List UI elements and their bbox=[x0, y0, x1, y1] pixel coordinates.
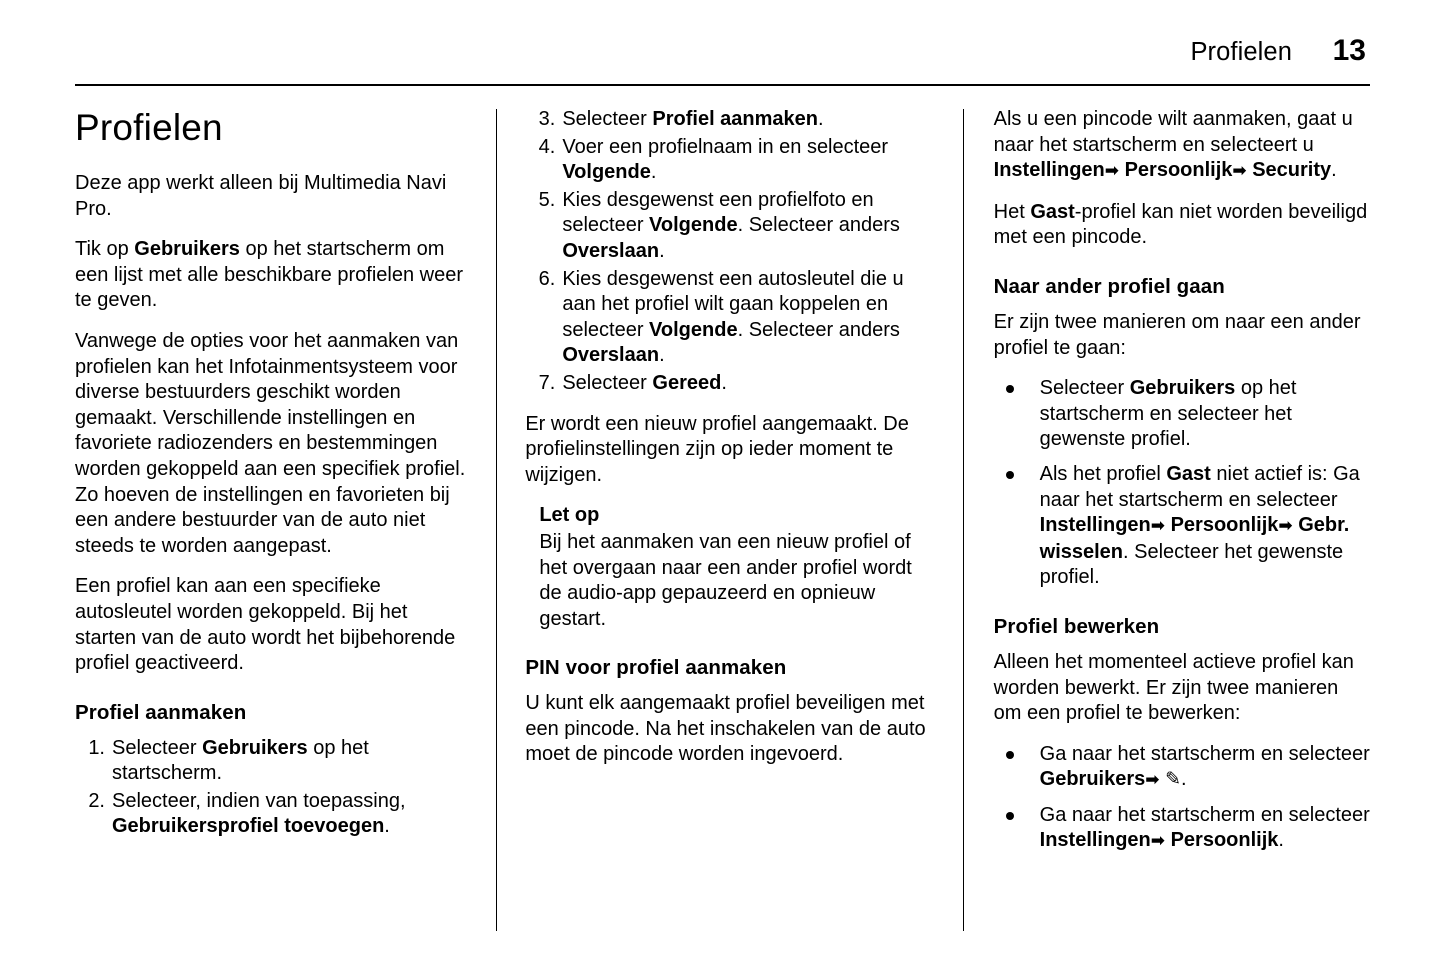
emphasis-gast: Gast bbox=[1166, 462, 1211, 485]
text-fragment: Voer een profielnaam in en selecteer bbox=[562, 135, 889, 158]
text-fragment: Selecteer bbox=[562, 108, 653, 130]
arrow-right-icon: ➡ bbox=[1232, 161, 1247, 182]
text-fragment: . bbox=[1180, 768, 1187, 791]
text-fragment: . Selecteer het gewenste profiel. bbox=[1039, 540, 1344, 589]
heading-naar-ander-profiel-gaan: Naar ander profiel gaan bbox=[993, 274, 1225, 298]
paragraph-text: Een profiel kan aan een specifieke autosleutel worden gekoppeld. Bij het starten van de auto wordt het bijbehorende profiel geactiveerd. bbox=[75, 575, 456, 675]
emphasis-gereed: Gereed bbox=[652, 371, 722, 394]
text-fragment: Selecteer bbox=[112, 736, 203, 759]
list-item-number: 4. bbox=[538, 135, 556, 158]
list-item-number: 3. bbox=[538, 108, 556, 130]
list-item bbox=[525, 371, 934, 397]
header-chapter-title: Profielen bbox=[1190, 38, 1292, 66]
bullet-icon bbox=[1006, 751, 1014, 759]
paragraph-app-requirement bbox=[75, 171, 468, 222]
arrow-right-icon: ➡ bbox=[1150, 516, 1166, 537]
list-profiel-aanmaken-steps-1 bbox=[75, 736, 468, 840]
paragraph-tik-op-gebruikers bbox=[75, 237, 468, 314]
text-fragment: Kies desgewenst een profielfoto en selecteer bbox=[562, 188, 874, 237]
text-fragment: -profiel kan niet worden beveiligd met een pincode. bbox=[993, 200, 1368, 249]
arrow-right-icon: ➡ bbox=[1150, 831, 1166, 852]
text-fragment: Kies desgewenst een autosleutel die u aan het profiel wilt gaan koppelen en selecteer bbox=[562, 267, 904, 341]
text-fragment: . bbox=[818, 108, 824, 130]
paragraph-opties-profielen bbox=[75, 329, 468, 559]
emphasis-instellingen: Instellingen bbox=[993, 159, 1105, 182]
text-fragment: niet actief is: Ga naar het startscherm en selecteer bbox=[1039, 462, 1360, 511]
emphasis-volgende: Volgende bbox=[649, 214, 738, 237]
bullet-icon bbox=[1006, 471, 1014, 479]
emphasis-instellingen: Instellingen bbox=[1039, 514, 1151, 537]
text-fragment: . bbox=[650, 161, 657, 184]
paragraph-text: Er wordt een nieuw profiel aangemaakt. De profielinstellingen zijn op ieder moment te wijzigen. bbox=[525, 412, 909, 486]
paragraph-twee-manieren bbox=[994, 310, 1370, 361]
paragraph-text: Er zijn twee manieren om naar een ander profiel te gaan: bbox=[993, 310, 1361, 359]
emphasis-persoonlijk: Persoonlijk bbox=[1170, 829, 1279, 852]
emphasis-persoonlijk: Persoonlijk bbox=[1124, 159, 1233, 182]
paragraph-pincode-aanmaken-pad bbox=[994, 107, 1370, 185]
note-box bbox=[525, 503, 934, 632]
list-item bbox=[525, 107, 934, 133]
list-item bbox=[994, 376, 1370, 453]
section-title-profielen: Profielen bbox=[75, 107, 223, 148]
list-profiel-aanmaken-steps-2 bbox=[525, 107, 934, 397]
emphasis-gebruikers: Gebruikers bbox=[202, 736, 308, 759]
emphasis-volgende: Volgende bbox=[649, 318, 738, 341]
emphasis-volgende: Volgende bbox=[562, 161, 651, 184]
text-fragment: Tik op bbox=[75, 238, 135, 261]
heading-profiel-bewerken: Profiel bewerken bbox=[993, 614, 1160, 638]
page-header bbox=[75, 34, 1370, 80]
arrow-right-icon: ➡ bbox=[1104, 161, 1120, 182]
emphasis-overslaan: Overslaan bbox=[562, 344, 660, 367]
emphasis-gebr-wisselen: Gebr. wisselen bbox=[1039, 514, 1350, 563]
emphasis-gebruikers: Gebruikers bbox=[1039, 768, 1146, 791]
text-fragment: Als u een pincode wilt aanmaken, gaat u naar het startscherm en selecteert u bbox=[993, 108, 1353, 156]
text-fragment: Selecteer, indien van toepassing, bbox=[112, 789, 406, 812]
paragraph-text: Alleen het momenteel actieve profiel kan worden bewerkt. Er zijn twee manieren om een profiel te bewerken: bbox=[993, 650, 1354, 725]
emphasis-profiel-aanmaken: Profiel aanmaken bbox=[652, 108, 819, 130]
text-fragment: Als het profiel bbox=[1039, 462, 1167, 485]
text-fragment: . bbox=[1278, 829, 1284, 852]
list-profiel-bewerken bbox=[994, 742, 1370, 855]
text-fragment: op het startscherm en selecteer het gewenste profiel. bbox=[1039, 377, 1297, 451]
list-item bbox=[525, 135, 934, 186]
list-item bbox=[994, 803, 1370, 855]
bullet-icon bbox=[1006, 385, 1014, 393]
header-divider bbox=[75, 84, 1370, 86]
list-naar-ander-profiel bbox=[994, 376, 1370, 591]
text-fragment: . bbox=[659, 344, 665, 367]
heading-pin-voor-profiel-aanmaken: PIN voor profiel aanmaken bbox=[525, 656, 787, 680]
list-item-number: 5. bbox=[538, 188, 556, 211]
content-columns bbox=[75, 107, 1370, 945]
paragraph-actieve-profiel-bewerken bbox=[994, 650, 1370, 727]
emphasis-gebruikers: Gebruikers bbox=[134, 238, 240, 261]
arrow-right-icon: ➡ bbox=[1145, 770, 1160, 791]
list-item-number: 2. bbox=[88, 789, 105, 812]
list-item bbox=[75, 736, 468, 787]
emphasis-instellingen: Instellingen bbox=[1039, 829, 1151, 852]
paragraph-text: U kunt elk aangemaakt profiel beveiligen met een pincode. Na het inschakelen van de auto moet de pincode worden ingevoerd. bbox=[525, 692, 926, 766]
emphasis-gebruikersprofiel-toevoegen: Gebruikersprofiel toevoegen bbox=[112, 815, 385, 838]
list-item-number: 7. bbox=[538, 371, 556, 394]
text-fragment: . Selecteer anders bbox=[737, 318, 900, 341]
text-fragment: . bbox=[1331, 159, 1337, 182]
note-body: Bij het aanmaken van een nieuw profiel of het overgaan naar een ander profiel wordt de audio-app gepauzeerd en opnieuw gestart. bbox=[539, 530, 912, 630]
list-item bbox=[994, 462, 1370, 591]
emphasis-persoonlijk: Persoonlijk bbox=[1170, 514, 1279, 537]
text-fragment: . bbox=[721, 371, 727, 394]
text-fragment: Het bbox=[993, 200, 1031, 223]
emphasis-overslaan: Overslaan bbox=[562, 239, 660, 262]
emphasis-gebruikers: Gebruikers bbox=[1129, 377, 1236, 400]
paragraph-nieuw-profiel-aangemaakt bbox=[525, 412, 934, 489]
emphasis-gast: Gast bbox=[1030, 200, 1075, 223]
paragraph-text: Vanwege de opties voor het aanmaken van profielen kan het Infotainmentsysteem voor diverse bestuurders geschikt worden gemaakt. Verschillende instellingen en favoriete radiozenders en bestemmingen worden gekoppeld aan een specifiek profiel. Zo hoeven de instellingen en favorieten bij een andere bestuurder van de auto niet steeds te worden aangepast. bbox=[75, 329, 466, 557]
arrow-right-icon: ➡ bbox=[1278, 516, 1293, 537]
paragraph-autosleutel bbox=[75, 574, 468, 676]
note-title: Let op bbox=[539, 504, 600, 527]
list-item-number: 1. bbox=[88, 736, 105, 759]
list-item bbox=[994, 742, 1370, 794]
text-fragment: . bbox=[384, 815, 390, 838]
column-one bbox=[75, 107, 496, 945]
page-number: 13 bbox=[1332, 34, 1366, 67]
heading-profiel-aanmaken: Profiel aanmaken bbox=[75, 700, 247, 724]
column-three bbox=[964, 107, 1370, 945]
paragraph-text: Deze app werkt alleen bij Multimedia Navi Pro. bbox=[75, 172, 447, 220]
list-item-number: 6. bbox=[538, 267, 556, 290]
list-item bbox=[525, 267, 934, 369]
text-fragment: . bbox=[659, 239, 665, 262]
text-fragment: Selecteer bbox=[562, 371, 653, 394]
text-fragment: op het startscherm. bbox=[112, 736, 369, 785]
text-fragment: . Selecteer anders bbox=[737, 214, 900, 237]
pencil-edit-icon: ✎ bbox=[1165, 768, 1181, 791]
text-fragment: op het startscherm om een lijst met alle beschikbare profielen weer te geven. bbox=[75, 238, 463, 312]
column-two bbox=[497, 107, 962, 945]
bullet-icon bbox=[1006, 812, 1014, 820]
text-fragment: Ga naar het startscherm en selecteer bbox=[1039, 803, 1370, 826]
list-item bbox=[525, 188, 934, 265]
text-fragment: Selecteer bbox=[1039, 377, 1130, 400]
list-item bbox=[75, 789, 468, 840]
text-fragment: Ga naar het startscherm en selecteer bbox=[1039, 742, 1370, 765]
paragraph-pincode-beveiligen bbox=[525, 691, 934, 768]
emphasis-security: Security bbox=[1252, 159, 1332, 182]
paragraph-gast-profiel bbox=[994, 200, 1370, 251]
